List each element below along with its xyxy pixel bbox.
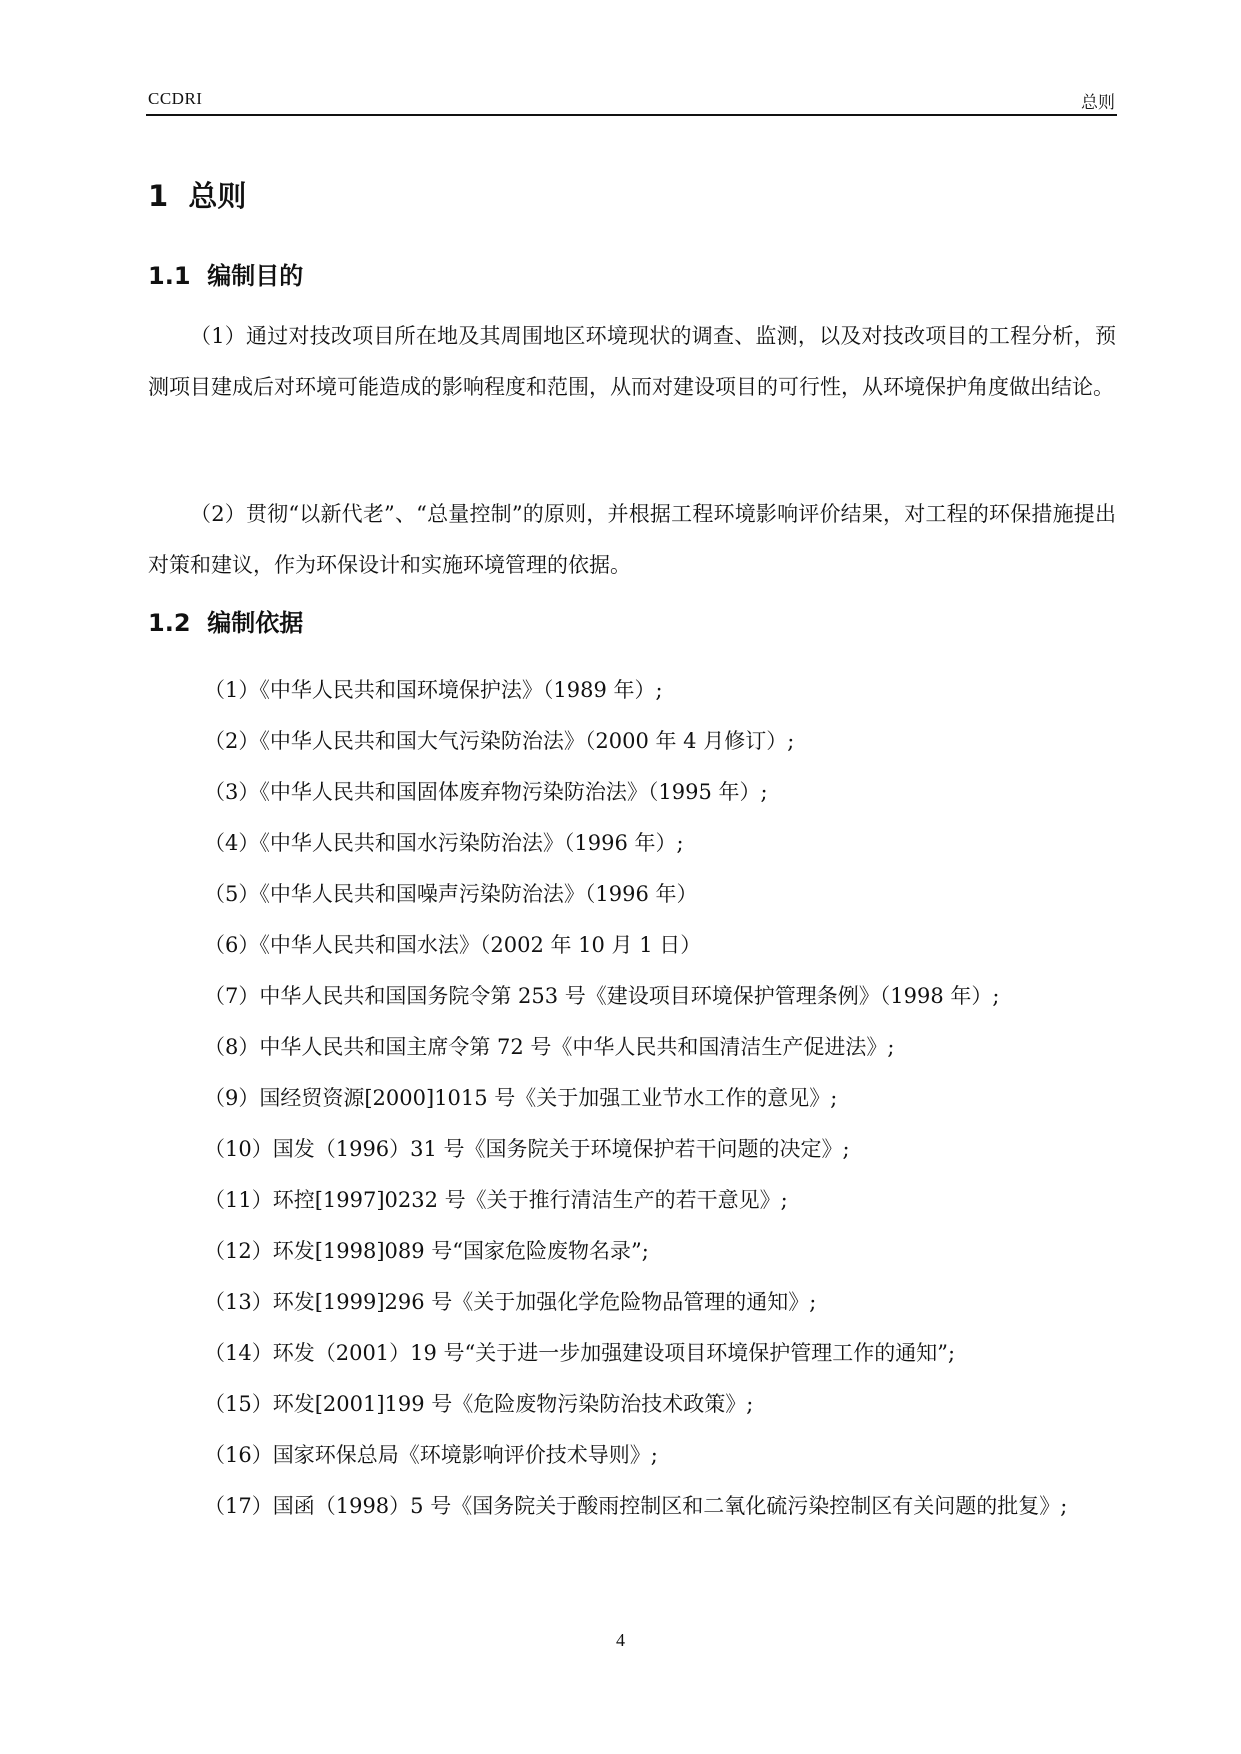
header-chapter-name: 总则: [1081, 93, 1115, 113]
header-divider: [146, 114, 1117, 116]
reference-item: （9）国经贸资源[2000]1015 号《关于加强工业节水工作的意见》;: [204, 1086, 838, 1110]
reference-list: [148, 665, 1116, 1532]
reference-item: （6）《中华人民共和国水法》（2002 年 10 月 1 日）: [204, 933, 702, 957]
reference-item: （13）环发[1999]296 号《关于加强化学危险物品管理的通知》;: [204, 1290, 817, 1314]
header-organization: CCDRI: [148, 89, 203, 108]
section-heading-basis: 1.2 编制依据: [148, 609, 304, 637]
reference-item: （4）《中华人民共和国水污染防治法》（1996 年）;: [204, 831, 684, 855]
section-heading-purpose: 1.1 编制目的: [148, 262, 304, 290]
reference-item: （3）《中华人民共和国固体废弃物污染防治法》（1995 年）;: [204, 780, 768, 804]
reference-item: （15）环发[2001]199 号《危险废物污染防治技术政策》;: [204, 1392, 754, 1416]
purpose-paragraph: （2）贯彻“以新代老”、“总量控制”的原则，并根据工程环境影响评价结果，对工程的环保措施提出对策和建议，作为环保设计和实施环境管理的依据。: [148, 502, 1116, 577]
reference-item: （17）国函（1998）5 号《国务院关于酸雨控制区和二氧化硫污染控制区有关问题的批复》;: [204, 1494, 1068, 1518]
reference-item: （10）国发（1996）31 号《国务院关于环境保护若干问题的决定》;: [204, 1137, 850, 1161]
reference-item: （11）环控[1997]0232 号《关于推行清洁生产的若干意见》;: [204, 1188, 788, 1212]
page-number: 4: [616, 1630, 625, 1650]
reference-item: （16）国家环保总局《环境影响评价技术导则》;: [204, 1443, 658, 1467]
reference-item: （8）中华人民共和国主席令第 72 号《中华人民共和国清洁生产促进法》;: [204, 1035, 895, 1059]
reference-item: （5）《中华人民共和国噪声污染防治法》（1996 年）: [204, 882, 698, 906]
purpose-paragraph: （1）通过对技改项目所在地及其周围地区环境现状的调查、监测，以及对技改项目的工程分析，预测项目建成后对环境可能造成的影响程度和范围，从而对建设项目的可行性，从环境保护角度做出结论。: [148, 324, 1116, 399]
reference-item: （12）环发[1998]089 号“国家危险废物名录”;: [204, 1239, 649, 1263]
reference-item: （1）《中华人民共和国环境保护法》（1989 年）;: [204, 678, 663, 702]
reference-item: （14）环发（2001）19 号“关于进一步加强建设项目环境保护管理工作的通知”;: [204, 1341, 956, 1365]
reference-item: （7）中华人民共和国国务院令第 253 号《建设项目环境保护管理条例》（1998 年）;: [204, 984, 1000, 1008]
chapter-title: 1 总则: [148, 179, 247, 213]
reference-item: （2）《中华人民共和国大气污染防治法》（2000 年 4 月修订）;: [204, 729, 795, 753]
